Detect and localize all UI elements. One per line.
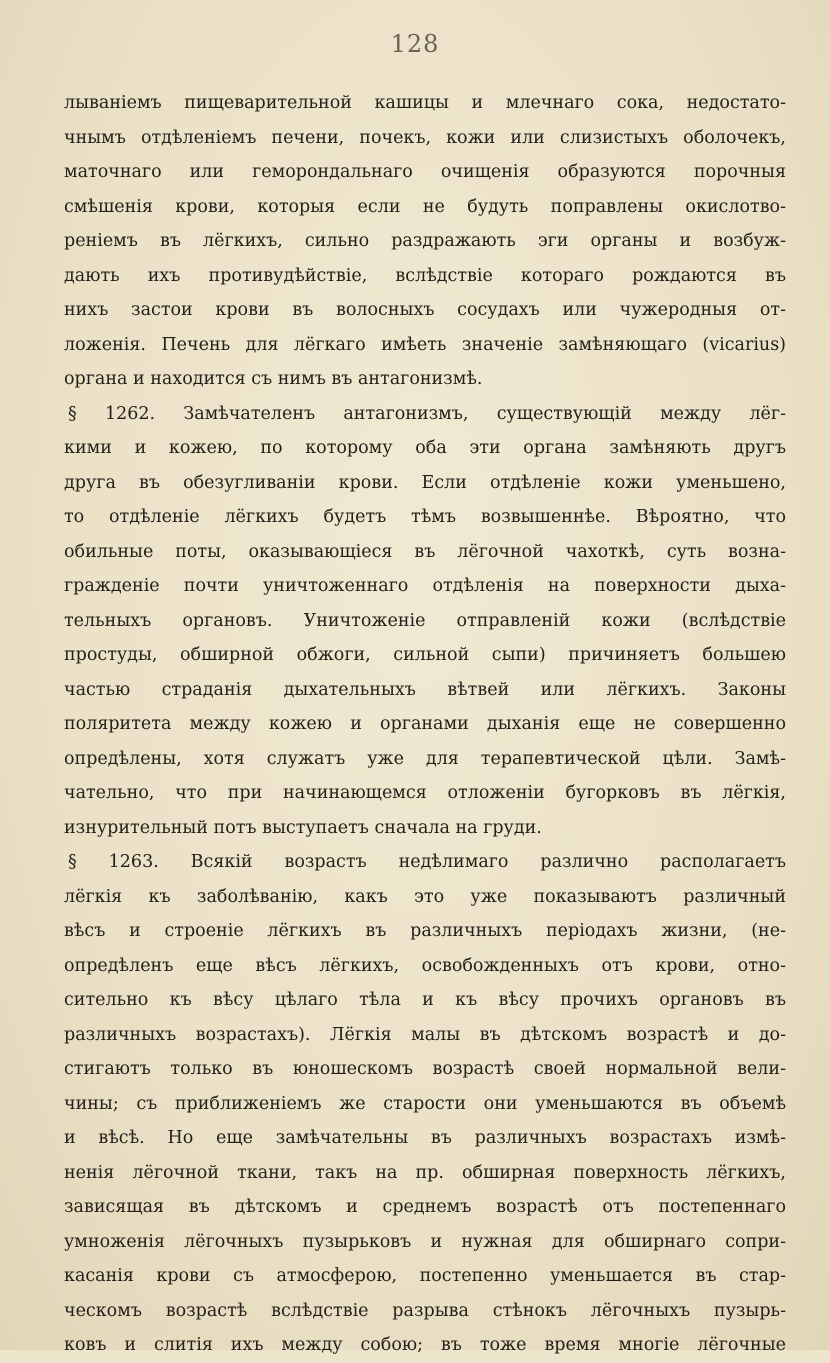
text-line: частью страданія дыхательныхъ вѣтвей или лёгкихъ. Законы	[64, 679, 786, 700]
text-line: маточнаго или геморондальнаго очищенія образуются порочныя	[64, 162, 786, 182]
text-line: смѣшенія крови, которыя если не будуть поправлены окислотво-	[64, 196, 786, 217]
page-body-text	[64, 86, 786, 1363]
text-line: чины; съ приближеніемъ же старости они уменьшаются въ объемѣ	[64, 1093, 786, 1114]
text-line: простуды, обширной обжоги, сильной сыпи) причиняетъ большею	[64, 645, 786, 665]
text-line: ческомъ возрастѣ вслѣдствіе разрыва стѣнокъ лёгочныхъ пузырь-	[64, 1300, 786, 1321]
text-line: различныхъ возрастахъ). Лёгкія малы въ дѣтскомъ возрастѣ и до-	[64, 1024, 786, 1045]
text-line: лываніемъ пищеварительной кашицы и млечнаго сока, недостато-	[64, 93, 786, 113]
text-line: вѣсъ и строеніе лёгкихъ въ различныхъ періодахъ жизни, (не-	[64, 921, 786, 941]
page-number: 128	[390, 30, 440, 58]
text-line: кими и кожею, по которому оба эти органа замѣняють другъ	[64, 438, 786, 458]
text-line: § 1262. Замѣчателенъ антагонизмъ, существующій между лёг-	[68, 403, 786, 424]
text-line: § 1263. Всякій возрастъ недѣлимаго различно располагаетъ	[68, 852, 786, 872]
text-line: друга въ обезугливаніи крови. Если отдѣленіе кожи уменьшено,	[64, 472, 786, 493]
text-line: нихъ застои крови въ волосныхъ сосудахъ или чужеродныя от-	[64, 300, 786, 320]
text-line: опредѣленъ еще вѣсъ лёгкихъ, освобожденныхъ отъ крови, отно-	[64, 955, 786, 976]
text-line: дають ихъ противудѣйствіе, вслѣдствіе котораго рождаются въ	[64, 265, 786, 286]
text-line: стигаютъ только въ юношескомъ возрастѣ своей нормальной вели-	[64, 1059, 786, 1079]
text-line: сительно къ вѣсу цѣлаго тѣла и къ вѣсу прочихъ органовъ въ	[64, 990, 786, 1010]
text-line: ложенія. Печень для лёгкаго имѣеть значеніе замѣняющаго (vicarius)	[64, 334, 786, 355]
text-line: опредѣлены, хотя служатъ уже для терапевтической цѣли. Замѣ-	[64, 748, 786, 769]
text-line: реніемъ въ лёгкихъ, сильно раздражають эги органы и возбуж-	[64, 231, 786, 251]
text-line: и вѣсѣ. Но еще замѣчательны въ различныхъ возрастахъ измѣ-	[64, 1128, 786, 1148]
text-line: то отдѣленіе лёгкихъ будетъ тѣмъ возвышеннѣе. Вѣроятно, что	[64, 507, 786, 527]
text-line: умноженія лёгочныхъ пузырьковъ и нужная для обширнаго сопри-	[64, 1231, 786, 1252]
text-line: тельныхъ органовъ. Уничтоженіе отправленій кожи (вслѣдствіе	[64, 610, 786, 631]
text-line: органа и находится съ нимъ въ антагонизмѣ.	[64, 369, 483, 389]
text-line: касанія крови съ атмосферою, постепенно уменьшается въ стар-	[64, 1266, 786, 1286]
text-line: изнурительный потъ выступаетъ сначала на груди.	[64, 817, 542, 838]
text-line: лёгкія къ заболѣванію, какъ это уже показываютъ различный	[64, 886, 786, 907]
text-line: зависящая въ дѣтскомъ и среднемъ возрастѣ отъ постепеннаго	[64, 1197, 786, 1217]
text-line: ковъ и слитія ихъ между собою; въ тоже время многіе лёгочные	[64, 1335, 786, 1355]
text-line: чательно, что при начинающемся отложеніи бугорковъ въ лёгкія,	[64, 783, 786, 803]
text-line: чнымъ отдѣленіемъ печени, почекъ, кожи или слизистыхъ оболочекъ,	[64, 127, 786, 148]
text-line: гражденіе почти уничтоженнаго отдѣленія на поверхности дыха-	[64, 576, 786, 596]
text-line: ненія лёгочной ткани, такъ на пр. обширная поверхность лёгкихъ,	[64, 1162, 786, 1183]
text-line: поляритета между кожею и органами дыханія еще не совершенно	[64, 714, 786, 734]
text-line: обильные поты, оказывающіеся въ лёгочной чахоткѣ, суть возна-	[64, 541, 786, 562]
